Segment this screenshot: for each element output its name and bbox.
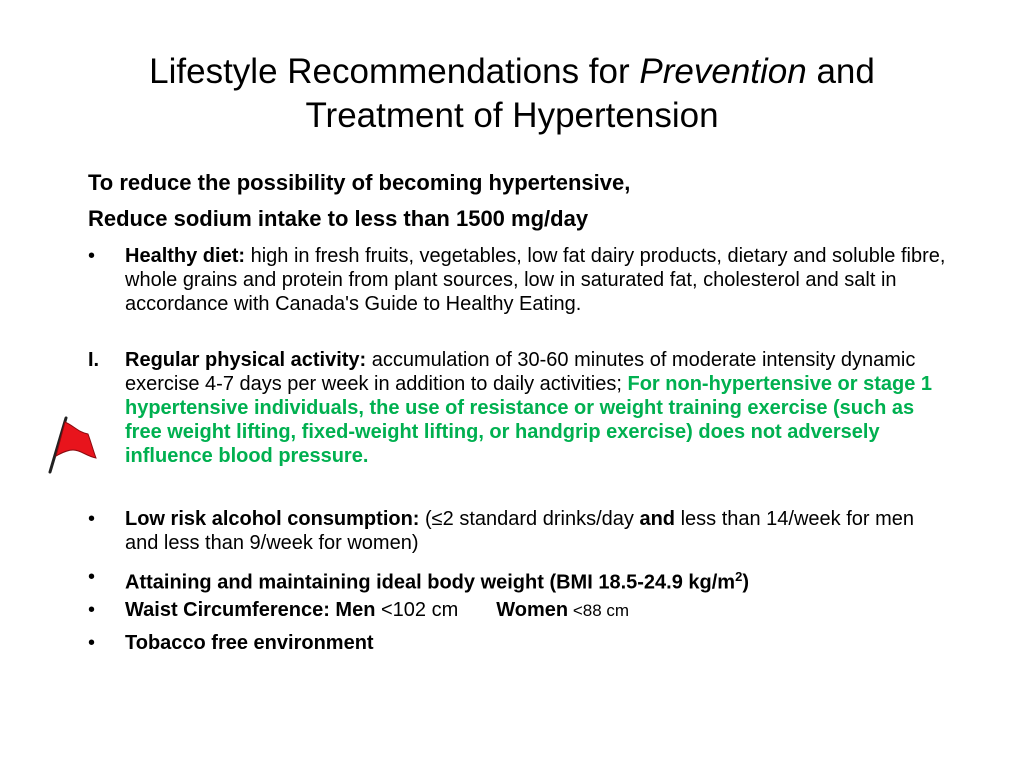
men-value: <102 cm [375,599,459,621]
list-item-tobacco [88,631,948,655]
item-label: Attaining and maintaining ideal body weight (BMI 18.5-24.9 kg/m [125,571,736,594]
women-label: Women [496,599,569,621]
highlight-note: For non-hypertensive or stage 1 hypertensive individuals, the use of resistance or weight training exercise (such as free weight lifting, fixed-weight lifting, or handgrip exercise) does not adversely influence blood pressure. [125,373,932,467]
list-item-waist [88,598,948,623]
subtitle-prevention: To reduce the possibility of becoming hypertensive, [88,170,631,195]
title-emphasis: Prevention [639,52,807,91]
list-item-body-weight [88,565,948,595]
item-superscript: 2 [735,569,743,584]
list-marker: I. [88,349,100,371]
item-label: Healthy diet: [125,245,246,267]
bullet-marker: • [88,245,96,267]
slide-title [0,50,1024,138]
bullet-marker: • [88,508,96,530]
subtitle-sodium: Reduce sodium intake to less than 1500 mg/day [88,206,589,231]
bullet-marker: • [88,632,96,654]
women-value: <88 cm [568,601,630,620]
red-flag-icon [44,416,98,476]
bullet-marker: • [88,599,96,621]
item-label: Waist Circumference: Men [125,599,376,621]
list-item-healthy-diet [88,244,948,316]
item-text-b: less than 14/week for men and less than 9/week for women) [125,508,915,554]
title-part2: and [806,52,875,91]
title-part1: Lifestyle Recommendations for [149,52,640,91]
list-item-alcohol [88,507,948,555]
bullet-marker: • [88,566,96,588]
item-and: and [639,508,676,530]
item-text: accumulation of 30-60 minutes of moderate intensity dynamic exercise 4-7 days per week in addition to daily activities; [125,349,916,395]
item-text: high in fresh fruits, vegetables, low fat dairy products, dietary and soluble fibre, whole grains and protein from plant sources, low in saturated fat, cholesterol and salt in accordance with Canada's Guide to Healthy Eating. [125,245,946,315]
item-close: ) [742,571,749,594]
item-label: Low risk alcohol consumption: [125,508,420,530]
item-label: Regular physical activity: [125,349,367,371]
item-text-a: (≤2 standard drinks/day [419,508,640,530]
list-item-physical-activity [88,348,948,468]
title-line2: Treatment of Hypertension [305,96,719,135]
item-label: Tobacco free environment [125,632,374,654]
